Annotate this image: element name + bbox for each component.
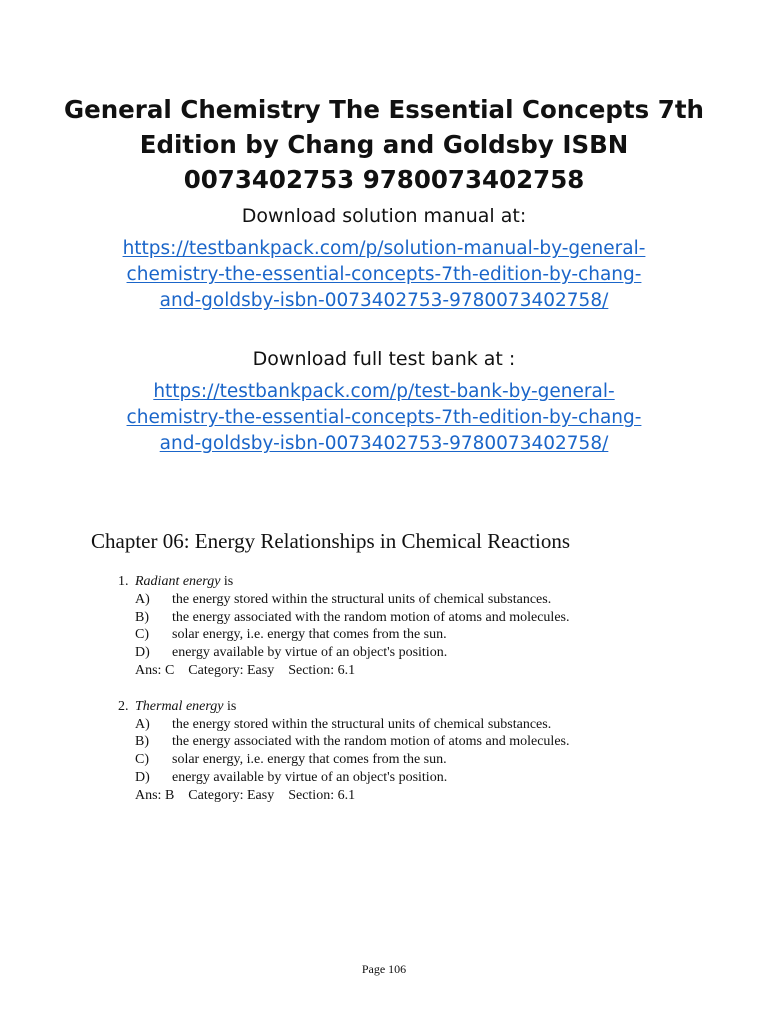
- choice-c: [118, 751, 569, 769]
- choice-text: energy available by virtue of an object's position.: [172, 645, 448, 661]
- answer-line: Ans: B Category: Easy Section: 6.1: [135, 787, 356, 803]
- test-bank-link-line-1: https://testbankpack.com/p/test-bank-by-general-: [153, 381, 615, 402]
- choice-letter: D): [135, 645, 150, 661]
- test-bank-label: Download full test bank at :: [252, 348, 516, 370]
- choice-text: the energy stored within the structural units of chemical substances.: [172, 591, 552, 607]
- chapter-title: Chapter 06: Energy Relationships in Chemical Reactions: [91, 529, 571, 553]
- choice-text: the energy associated with the random motion of atoms and molecules.: [172, 734, 570, 750]
- choice-letter: B): [135, 734, 149, 750]
- solution-link-line-1: https://testbankpack.com/p/solution-manual-by-general-: [122, 238, 646, 259]
- question-term: Thermal energy: [135, 698, 224, 714]
- document-header: [60, 92, 708, 457]
- question-suffix: is: [223, 698, 237, 714]
- choice-text: the energy associated with the random motion of atoms and molecules.: [172, 609, 570, 625]
- choice-c: [118, 626, 569, 644]
- solution-link-line-2: chemistry-the-essential-concepts-7th-edition-by-chang-: [126, 264, 642, 285]
- solution-manual-link[interactable]: [60, 236, 708, 314]
- choice-text: solar energy, i.e. energy that comes from the sun.: [172, 627, 447, 643]
- question-2: [118, 698, 569, 805]
- test-bank-link-line-2: chemistry-the-essential-concepts-7th-edition-by-chang-: [126, 407, 642, 428]
- choice-letter: C): [135, 627, 149, 643]
- solution-link-line-3: and-goldsby-isbn-0073402753-9780073402758/: [159, 290, 609, 311]
- solution-manual-label: Download solution manual at:: [241, 205, 527, 227]
- test-bank-link-line-3: and-goldsby-isbn-0073402753-9780073402758/: [159, 433, 609, 454]
- choice-text: energy available by virtue of an object's position.: [172, 769, 448, 785]
- choice-letter: B): [135, 609, 149, 625]
- question-number: 1.: [118, 574, 129, 589]
- question-1: [118, 573, 569, 680]
- choice-letter: C): [135, 752, 149, 768]
- choice-a: [118, 716, 569, 734]
- question-list: [118, 573, 569, 823]
- document-title: General Chemistry The Essential Concepts 7th Edition by Chang and Goldsby ISBN 0073402753 9780073402758: [64, 95, 704, 194]
- choice-d: [118, 769, 569, 787]
- question-number: 2.: [118, 698, 129, 714]
- test-bank-link[interactable]: [60, 379, 708, 457]
- question-stem: [118, 698, 569, 716]
- choice-a: [118, 591, 569, 609]
- choice-text: the energy stored within the structural units of chemical substances.: [172, 716, 552, 732]
- question-stem: [118, 573, 569, 591]
- choice-letter: A): [135, 716, 150, 732]
- answer-line: Ans: C Category: Easy Section: 6.1: [135, 662, 356, 678]
- choice-letter: A): [135, 591, 150, 607]
- choice-b: [118, 733, 569, 751]
- choice-text: solar energy, i.e. energy that comes from the sun.: [172, 752, 447, 768]
- choice-d: [118, 644, 569, 662]
- choice-letter: D): [135, 769, 150, 785]
- question-term: Radiant energy: [135, 574, 221, 589]
- page-number: Page 106: [361, 962, 407, 976]
- choice-b: [118, 609, 569, 627]
- question-suffix: is: [220, 574, 234, 589]
